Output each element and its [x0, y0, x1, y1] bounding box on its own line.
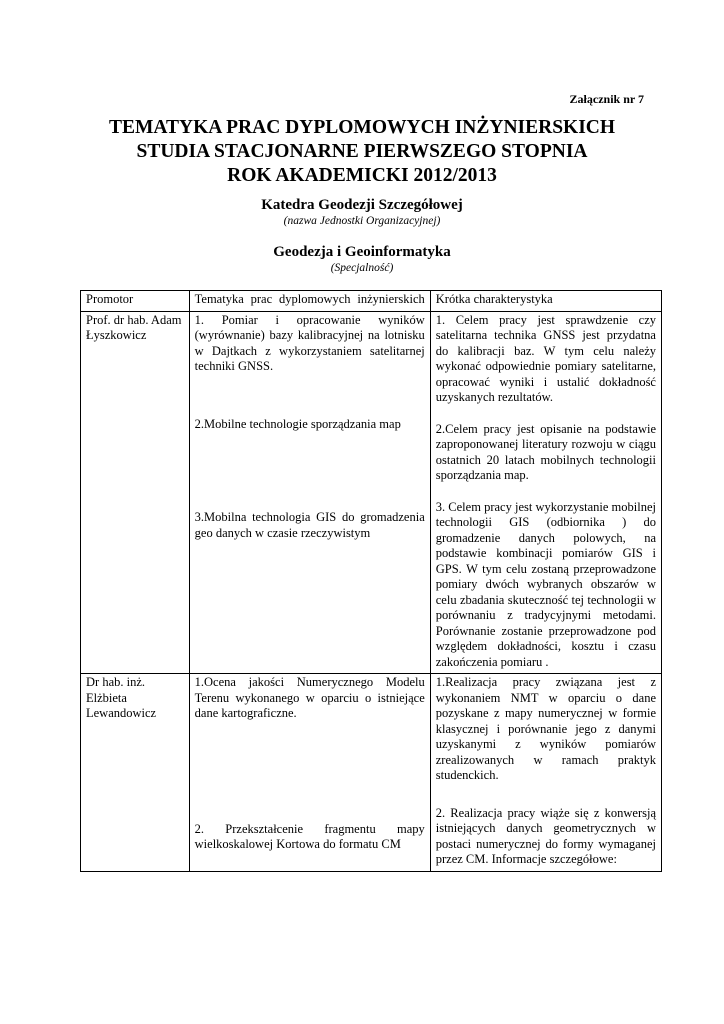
description-item: 1. Celem pracy jest sprawdzenie czy satelitarna technika GNSS jest przydatna do kalibracji baz. W tym celu należy wykonać odpowiednie pomiary satelitarne, opracować wyniki i ustalić dokładność uzyskanych rezultatów.: [435, 312, 656, 404]
topic-item: 1.Ocena jakości Numerycznego Modelu Terenu wykonanego w oparciu o istniejące dane kartograficzne.: [194, 675, 425, 720]
specialization-name: Geodezja i Geoinformatyka: [273, 244, 451, 260]
description-item: 2.Celem pracy jest opisanie na podstawie zaproponowanej literatury rozwoju w ciągu ostatnich 20 latach mobilnych technologii sporządzania map.: [435, 421, 656, 482]
table-header-row: [81, 291, 662, 312]
title-line-1: TEMATYKA PRAC DYPLOMOWYCH INŻYNIERSKICH: [108, 117, 616, 138]
header-topic: Tematyka prac dyplomowych inżynierskich: [189, 291, 430, 312]
table-row: [81, 674, 662, 872]
header-description: Krótka charakterystyka: [430, 291, 661, 312]
description-cell: [430, 674, 661, 872]
promotor-name: Dr hab. inż. Elżbieta Lewandowicz: [86, 675, 157, 720]
annex-label: Załącznik nr 7: [569, 92, 644, 106]
document-title: [0, 116, 724, 188]
topics-table: [80, 290, 662, 872]
description-item: 1.Realizacja pracy związana jest z wykonaniem NMT w oparciu o dane pozyskane z mapy numerycznej w formie klasycznej i porównanie jego z danymi uzyskanymi z wyników pomiarów zrealizowanych w ramach praktyk studenckich.: [435, 675, 656, 782]
description-item: 3. Celem pracy jest wykorzystanie mobilnej technologii GIS (odbiornika ) do gromadzenie danych polowych, na podstawie kombinacji pomiarów GIS i GPS. W tym celu zostaną przeprowadzone pomiary dwóch wybranych obszarów w celu zbadania skuteczność tej technologii w porównaniu z tradycyjnymi metodami. Porównanie zostanie przeprowadzone pod względem dokładności, kosztu i czasu zakończenia pomiaru .: [435, 499, 656, 669]
header-promotor: Promotor: [81, 291, 190, 312]
table-row: [81, 311, 662, 674]
promotor-cell: [81, 311, 190, 674]
topic-item: 3.Mobilna technologia GIS do gromadzenia geo danych w czasie rzeczywistym: [194, 510, 425, 540]
specialization-caption: (Specjalność): [330, 262, 394, 274]
topic-item: 2. Przekształcenie fragmentu mapy wielkoskalowej Kortowa do formatu CM: [194, 821, 425, 851]
department-caption: (nazwa Jednostki Organizacyjnej): [283, 215, 441, 227]
description-cell: [430, 311, 661, 674]
topic-item: 2.Mobilne technologie sporządzania map: [194, 416, 401, 431]
department-name: Katedra Geodezji Szczegółowej: [261, 197, 463, 213]
topic-item: 1. Pomiar i opracowanie wyników (wyrównanie) bazy kalibracyjnej na lotnisku w Dajtkach z wykorzystaniem satelitarnej techniki GNSS.: [194, 312, 425, 373]
topic-cell: [189, 674, 430, 872]
promotor-cell: [81, 674, 190, 872]
title-line-3: ROK AKADEMICKI 2012/2013: [227, 165, 497, 186]
description-item: 2. Realizacja pracy wiąże się z konwersją istniejących danych geometrycznych w postaci numerycznej do formy wymaganej przez CM. Informacje szczegółowe:: [435, 805, 656, 866]
topic-cell: [189, 311, 430, 674]
title-line-2: STUDIA STACJONARNE PIERWSZEGO STOPNIA: [136, 141, 588, 162]
promotor-name: Prof. dr hab. Adam Łyszkowicz: [86, 312, 182, 342]
